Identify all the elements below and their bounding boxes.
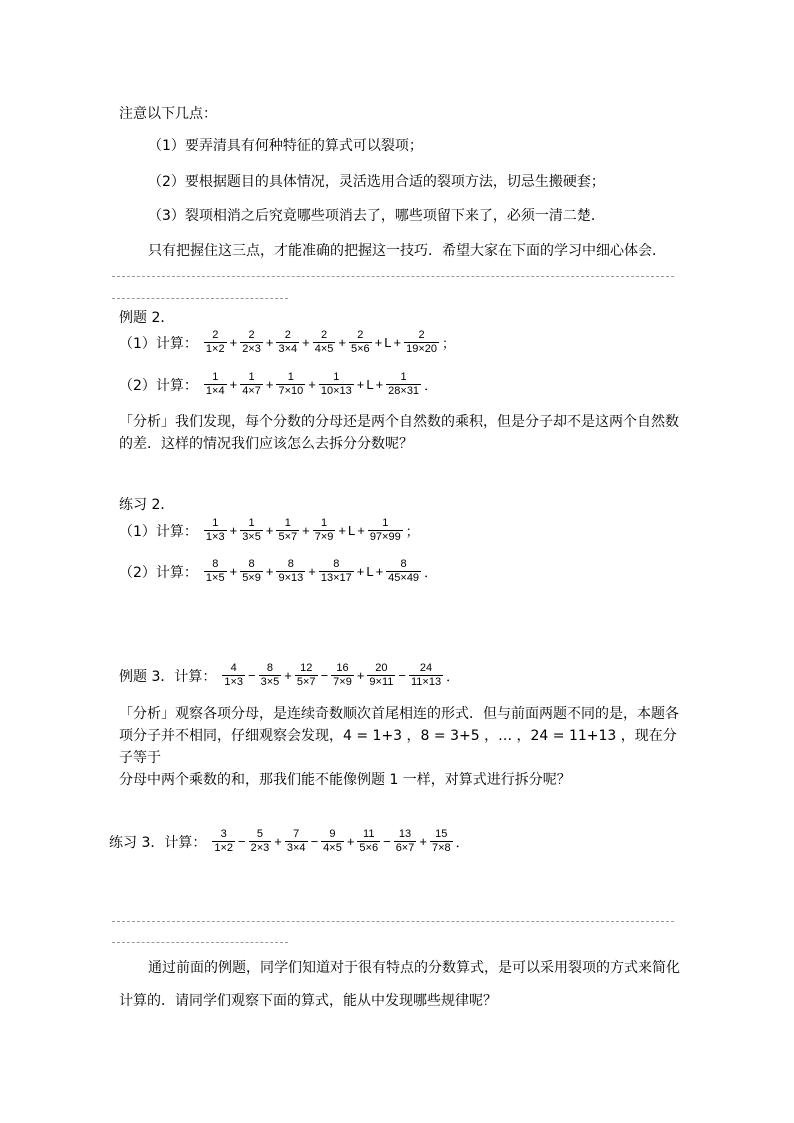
outro-line-2: 计算的．请同学们观察下面的算式，能从中发现哪些规律呢？ <box>119 993 497 1009</box>
example3-analysis <box>119 703 679 791</box>
plus-sign: + <box>357 523 365 538</box>
plus-sign: + <box>229 377 238 392</box>
denominator: 5×7 <box>278 531 298 543</box>
fraction <box>368 517 403 544</box>
practice2-q2 <box>119 558 438 585</box>
end-mark: ． <box>424 565 438 580</box>
divider <box>112 921 674 922</box>
outro-line-1: 通过前面的例题，同学们知道对于很有特点的分数算式，是可以采用裂项的方式来简化 <box>148 960 680 976</box>
denominator: 5×9 <box>242 572 261 584</box>
end-mark: ． <box>446 669 460 684</box>
numerator: 3 <box>220 828 227 840</box>
denominator: 3×5 <box>242 531 261 543</box>
plus-sign: + <box>356 377 365 392</box>
analysis-line: 「分析」我们发现，每个分数的分母还是两个自然数的乘积，但是分子却不是这两个自然数 <box>119 414 679 430</box>
fraction <box>386 371 421 398</box>
end-mark: ． <box>455 835 469 850</box>
plus-sign: + <box>302 523 310 538</box>
fraction <box>394 828 417 855</box>
minus-sign: − <box>248 668 256 683</box>
fraction <box>276 371 305 398</box>
numerator: 8 <box>212 558 219 570</box>
plus-sign: + <box>302 335 310 350</box>
fraction <box>285 828 308 855</box>
numerator: 2 <box>248 329 255 341</box>
fraction <box>212 828 235 855</box>
numerator: 20 <box>375 662 388 674</box>
fraction <box>331 662 354 689</box>
denominator: 1×2 <box>214 842 234 854</box>
example3-label: 例题 3．计算： <box>119 668 217 685</box>
example2-q2 <box>119 371 438 398</box>
practice3-label: 练习 3．计算： <box>109 834 207 851</box>
denominator: 4×7 <box>242 385 261 397</box>
numerator: 8 <box>248 558 255 570</box>
intro-closing: 只有把握住这三点，才能准确的把握这一技巧．希望大家在下面的学习中细心体会． <box>148 243 666 259</box>
example2-q2-terms <box>202 371 438 398</box>
fraction <box>240 329 263 356</box>
plus-sign: + <box>338 335 346 350</box>
numerator: 8 <box>400 558 407 570</box>
fraction <box>404 329 439 356</box>
practice2-title: 练习 2． <box>119 497 175 513</box>
intro-point-3: （3）裂项相消之后究竟哪些项消去了，哪些项留下来了，必须一清二楚． <box>148 208 605 224</box>
denominator: 11×13 <box>410 676 442 688</box>
denominator: 7×9 <box>314 531 334 543</box>
plus-sign: + <box>356 564 365 579</box>
denominator: 28×31 <box>388 385 420 397</box>
practice2-q1-terms <box>202 517 420 544</box>
denominator: 7×9 <box>333 676 352 688</box>
analysis-line: 分母中两个乘数的和，那我们能不能像例题 1 一样，对算式进行拆分呢？ <box>119 772 571 788</box>
example3-terms <box>220 662 460 689</box>
numerator: 1 <box>400 371 407 383</box>
denominator: 7×10 <box>278 385 304 397</box>
plus-sign: + <box>356 668 365 683</box>
ellipsis: L <box>366 377 374 392</box>
fraction <box>276 517 299 544</box>
plus-sign: + <box>375 377 384 392</box>
numerator: 1 <box>382 517 389 529</box>
example2-q2-label: （2）计算： <box>119 377 198 394</box>
plus-sign: + <box>229 564 238 579</box>
numerator: 8 <box>287 558 294 570</box>
example2-title: 例题 2． <box>119 310 175 326</box>
example2-q1 <box>119 329 456 356</box>
plus-sign: + <box>393 335 402 350</box>
plus-sign: + <box>308 377 316 392</box>
numerator: 2 <box>418 329 425 341</box>
numerator: 1 <box>320 517 328 529</box>
analysis-line: 项分子并不相同，仔细观察会发现，4 = 1+3 ，8 = 3+5 ，… ，24 = 11+13 ，现在分子等于 <box>119 728 677 766</box>
denominator: 13×17 <box>320 572 352 584</box>
denominator: 3×5 <box>260 676 280 688</box>
plus-sign: + <box>346 834 355 849</box>
fraction <box>240 371 263 398</box>
minus-sign: − <box>238 834 246 849</box>
practice2-q2-label: （2）计算： <box>119 564 198 581</box>
numerator: 2 <box>357 329 364 341</box>
denominator: 1×4 <box>205 385 225 397</box>
end-mark: ； <box>441 336 455 351</box>
numerator: 1 <box>287 371 294 383</box>
denominator: 1×2 <box>205 343 225 355</box>
fraction <box>367 662 395 689</box>
numerator: 1 <box>284 517 291 529</box>
numerator: 7 <box>293 828 300 840</box>
numerator: 1 <box>212 517 219 529</box>
fraction <box>430 828 453 855</box>
fraction <box>313 517 336 544</box>
analysis-line: 的差．这样的情况我们应该怎么去拆分分数呢？ <box>119 436 413 452</box>
plus-sign: + <box>308 564 316 579</box>
denominator: 2×3 <box>242 343 261 355</box>
minus-sign: − <box>383 834 391 849</box>
numerator: 8 <box>333 558 340 570</box>
numerator: 2 <box>284 329 291 341</box>
plus-sign: + <box>374 335 383 350</box>
fraction <box>240 558 263 585</box>
denominator: 6×7 <box>395 842 415 854</box>
fraction <box>386 558 421 585</box>
plus-sign: + <box>265 377 274 392</box>
end-mark: ． <box>424 378 438 393</box>
practice3-expr <box>109 828 470 855</box>
denominator: 2×3 <box>250 842 270 854</box>
fraction <box>319 371 354 398</box>
divider <box>112 276 674 277</box>
numerator: 4 <box>230 662 237 674</box>
denominator: 1×3 <box>224 676 244 688</box>
denominator: 9×13 <box>278 572 304 584</box>
fraction <box>204 558 227 585</box>
analysis-line: 「分析」观察各项分母，是连续奇数顺次首尾相连的形式．但与前面两题不同的是，本题各 <box>119 706 679 722</box>
divider-short <box>112 942 288 943</box>
fraction <box>409 662 443 689</box>
fraction <box>295 662 318 689</box>
intro-heading: 注意以下几点： <box>119 106 217 122</box>
plus-sign: + <box>265 335 274 350</box>
practice3-terms <box>210 828 469 855</box>
numerator: 24 <box>419 662 433 674</box>
plus-sign: + <box>265 564 274 579</box>
ellipsis: L <box>384 335 392 350</box>
plus-sign: + <box>229 523 238 538</box>
numerator: 15 <box>435 828 448 840</box>
end-mark: ； <box>405 524 419 539</box>
example2-q1-label: （1）计算： <box>119 335 198 352</box>
denominator: 97×99 <box>369 531 401 543</box>
example2-analysis <box>119 411 679 455</box>
numerator: 5 <box>256 828 264 840</box>
plus-sign: + <box>284 668 292 683</box>
numerator: 1 <box>333 371 340 383</box>
plus-sign: + <box>229 335 238 350</box>
minus-sign: − <box>398 668 406 683</box>
denominator: 5×6 <box>359 842 379 854</box>
denominator: 19×20 <box>406 343 437 355</box>
ellipsis: L <box>366 564 374 579</box>
plus-sign: + <box>338 523 346 538</box>
denominator: 7×8 <box>431 842 451 854</box>
numerator: 9 <box>329 828 336 840</box>
fraction <box>240 517 263 544</box>
plus-sign: + <box>419 834 427 849</box>
fraction <box>249 828 272 855</box>
fraction <box>276 329 299 356</box>
numerator: 1 <box>248 517 255 529</box>
numerator: 12 <box>300 662 313 674</box>
intro-point-1: （1）要弄清具有何种特征的算式可以裂项； <box>148 138 423 154</box>
denominator: 4×5 <box>314 343 334 355</box>
fraction <box>259 662 282 689</box>
practice2-q1 <box>119 517 420 544</box>
numerator: 2 <box>212 329 219 341</box>
plus-sign: + <box>375 564 384 579</box>
fraction <box>204 517 227 544</box>
denominator: 1×3 <box>205 531 225 543</box>
example2-q1-terms <box>202 329 456 356</box>
practice2-q1-label: （1）计算： <box>119 523 198 540</box>
denominator: 5×7 <box>296 676 316 688</box>
fraction <box>276 558 305 585</box>
divider-short <box>112 298 288 299</box>
numerator: 1 <box>248 371 255 383</box>
denominator: 5×6 <box>350 343 370 355</box>
denominator: 3×4 <box>286 842 306 854</box>
example3-expr <box>119 662 460 689</box>
minus-sign: − <box>310 834 319 849</box>
denominator: 45×49 <box>388 572 420 584</box>
minus-sign: − <box>320 668 329 683</box>
practice2-q2-terms <box>202 558 438 585</box>
fraction <box>357 828 380 855</box>
denominator: 10×13 <box>320 385 352 397</box>
denominator: 9×11 <box>369 676 394 688</box>
numerator: 2 <box>320 329 328 341</box>
fraction <box>319 558 354 585</box>
denominator: 1×5 <box>205 572 225 584</box>
denominator: 4×5 <box>323 842 342 854</box>
ellipsis: L <box>347 523 356 538</box>
fraction <box>222 662 245 689</box>
denominator: 3×4 <box>278 343 298 355</box>
plus-sign: + <box>274 834 282 849</box>
fraction <box>204 371 227 398</box>
fraction <box>349 329 372 356</box>
numerator: 13 <box>398 828 412 840</box>
fraction <box>321 828 344 855</box>
numerator: 1 <box>212 371 219 383</box>
numerator: 16 <box>336 662 349 674</box>
numerator: 11 <box>363 828 375 840</box>
intro-point-2: （2）要根据题目的具体情况，灵活选用合适的裂项方法，切忌生搬硬套； <box>148 174 605 190</box>
numerator: 8 <box>266 662 274 674</box>
fraction <box>204 329 227 356</box>
fraction <box>313 329 336 356</box>
plus-sign: + <box>265 523 274 538</box>
